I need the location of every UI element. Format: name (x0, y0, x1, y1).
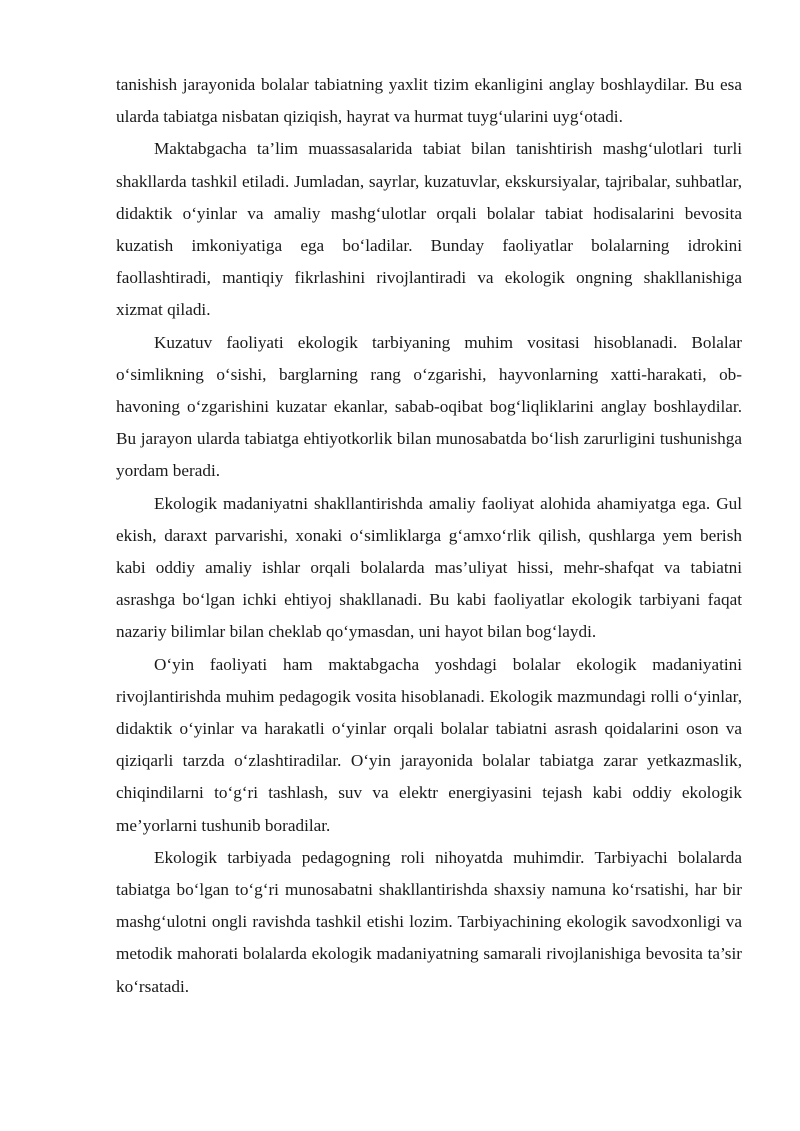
paragraph-pedagog-roli: Ekologik tarbiyada pedagogning roli nihoyatda muhimdir. Tarbiyachi bolalarda tabiatga bo‘lgan to‘g‘ri munosabatni shakllantirishda shaxsiy namuna ko‘rsatishi, har bir mashg‘ulotni ongli ravishda tashkil etishi lozim. Tarbiyachining ekologik savodxonligi va metodik mahorati bolalarda ekologik madaniyatning samarali rivojlanishiga bevosita ta’sir ko‘rsatadi. (116, 847, 742, 996)
paragraph-continuation: tanishish jarayonida bolalar tabiatning yaxlit tizim ekanligini anglay boshlaydilar. Bu esa ularda tabiatga nisbatan qiziqish, hayrat va hurmat tuyg‘ularini uyg‘otadi. (116, 75, 742, 127)
paragraph-kuzatuv-faoliyati: Kuzatuv faoliyati ekologik tarbiyaning muhim vositasi hisoblanadi. Bolalar o‘simlikning o‘sishi, barglarning rang o‘zgarishi, hayvonlarning xatti-harakati, ob-havoning o‘zgarishini kuzatar ekanlar, sabab-oqibat bog‘liqliklarini anglay boshlaydilar. Bu jarayon ularda tabiatga ehtiyotkorlik bilan munosabatda bo‘lish zarurligini tushunishga yordam beradi. (116, 332, 742, 481)
document-page (116, 69, 742, 1003)
paragraph-amaliy-faoliyat: Ekologik madaniyatni shakllantirishda amaliy faoliyat alohida ahamiyatga ega. Gul ekish, daraxt parvarishi, xonaki o‘simliklarga g‘amxo‘rlik qilish, qushlarga yem berish kabi oddiy amaliy ishlar orqali bolalarda mas’uliyat hissi, mehr-shafqat va tabiatni asrashga bo‘lgan ichki ehtiyoj shakllanadi. Bu kabi faoliyatlar ekologik tarbiyani faqat nazariy bilimlar bilan cheklab qo‘ymasdan, uni hayot bilan bog‘laydi. (116, 493, 742, 642)
paragraph-mashgulot-shakllari: Maktabgacha ta’lim muassasalarida tabiat bilan tanishtirish mashg‘ulotlari turli shakllarda tashkil etiladi. Jumladan, sayrlar, kuzatuvlar, ekskursiyalar, tajribalar, suhbatlar, didaktik o‘yinlar va amaliy mashg‘ulotlar orqali bolalar tabiat hodisalarini bevosita kuzatish imkoniyatiga ega bo‘ladilar. Bunday faoliyatlar bolalarning idrokini faollashtiradi, mantiqiy fikrlashini rivojlantiradi va ekologik ongning shakllanishiga xizmat qiladi. (116, 139, 742, 320)
paragraph-oyin-faoliyati: O‘yin faoliyati ham maktabgacha yoshdagi bolalar ekologik madaniyatini rivojlantirishda muhim pedagogik vosita hisoblanadi. Ekologik mazmundagi rolli o‘yinlar, didaktik o‘yinlar va harakatli o‘yinlar orqali bolalar tabiatni asrash qoidalarini oson va qiziqarli tarzda o‘zlashtiradilar. O‘yin jarayonida bolalar tabiatga zarar yetkazmaslik, chiqindilarni to‘g‘ri tashlash, suv va elektr energiyasini tejash kabi oddiy ekologik me’yorlarni tushunib boradilar. (116, 654, 742, 835)
